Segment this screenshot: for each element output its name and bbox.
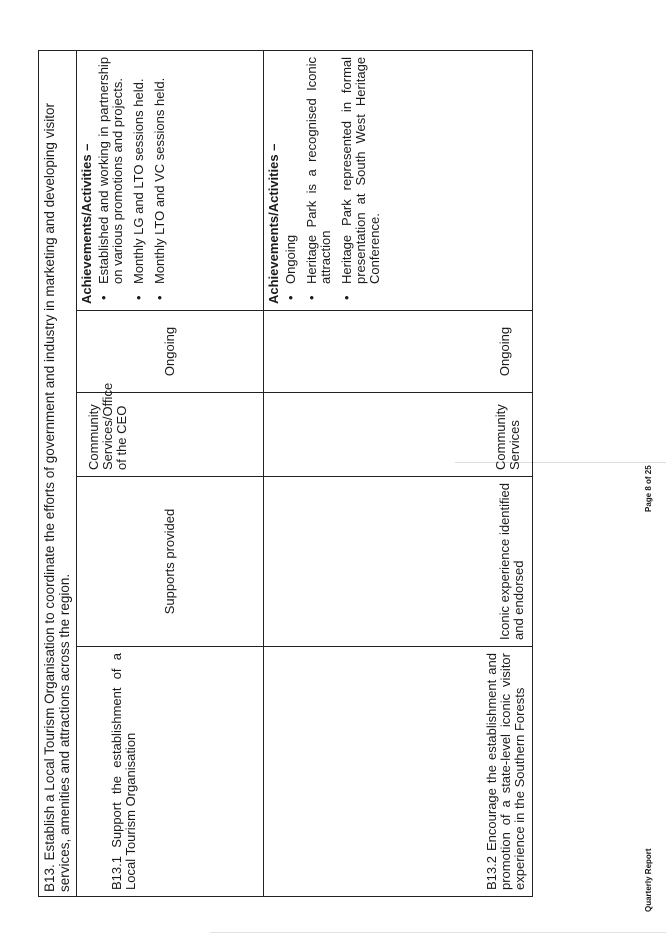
timeframe-cell: Ongoing xyxy=(264,311,533,393)
section-heading-row xyxy=(39,50,77,896)
achievements-cell xyxy=(77,50,264,310)
achievement-text: Monthly LTO and VC sessions held. xyxy=(152,77,167,284)
responsibility-cell: Community Services/Office of the CEO xyxy=(77,393,264,477)
rotated-landscape-page xyxy=(30,32,666,912)
bullet-icon: • xyxy=(283,295,298,300)
responsibility-cell: Community Services xyxy=(264,393,533,477)
achievements-title: Achievements/Activities – xyxy=(79,143,94,304)
achievement-text: Heritage Park represented in formal presentation at South West Heritage Conference. xyxy=(339,56,382,284)
achievements-cell xyxy=(264,50,533,310)
bullet-icon: • xyxy=(152,295,167,300)
achievement-text: Ongoing xyxy=(283,234,298,284)
list-item xyxy=(305,57,333,304)
bullet-icon: • xyxy=(339,295,354,300)
achievement-text: Heritage Park is a recognised Iconic attraction xyxy=(304,56,333,284)
list-item xyxy=(284,57,298,304)
achievements-list xyxy=(97,57,167,304)
section-heading: B13. Establish a Local Tourism Organisation to coordinate the efforts of government and industry in marketing and developing visitor services, amenities and attractions across the region. xyxy=(39,50,77,896)
timeframe-cell: Ongoing xyxy=(77,311,264,393)
table-row xyxy=(264,50,533,896)
strategy-table xyxy=(38,50,533,897)
goal-cell: B13.1 Support the establishment of a Local Tourism Organisation xyxy=(77,647,264,897)
goal-cell: B13.2 Encourage the establishment and promotion of a state-level iconic visitor experience in the Southern Forests xyxy=(264,647,533,897)
kpi-cell: Supports provided xyxy=(77,477,264,647)
list-item xyxy=(97,57,125,304)
table-row xyxy=(77,50,264,896)
achievement-text: Established and working in partnership on various promotions and projects. xyxy=(96,56,125,284)
scan-artifact-line-bottom xyxy=(210,932,666,933)
bullet-icon: • xyxy=(96,295,111,300)
footer-report-name: Quarterly Report xyxy=(644,848,653,912)
achievements-list xyxy=(284,57,382,304)
achievements-title: Achievements/Activities – xyxy=(266,143,281,304)
list-item xyxy=(153,57,167,304)
kpi-cell: Iconic experience identified and endorsed xyxy=(264,477,533,647)
footer-page-number: Page 8 of 25 xyxy=(644,465,653,512)
achievement-text: Monthly LG and LTO sessions held. xyxy=(131,78,146,284)
bullet-icon: • xyxy=(131,295,146,300)
list-item xyxy=(340,57,382,304)
list-item xyxy=(132,57,146,304)
bullet-icon: • xyxy=(304,295,319,300)
